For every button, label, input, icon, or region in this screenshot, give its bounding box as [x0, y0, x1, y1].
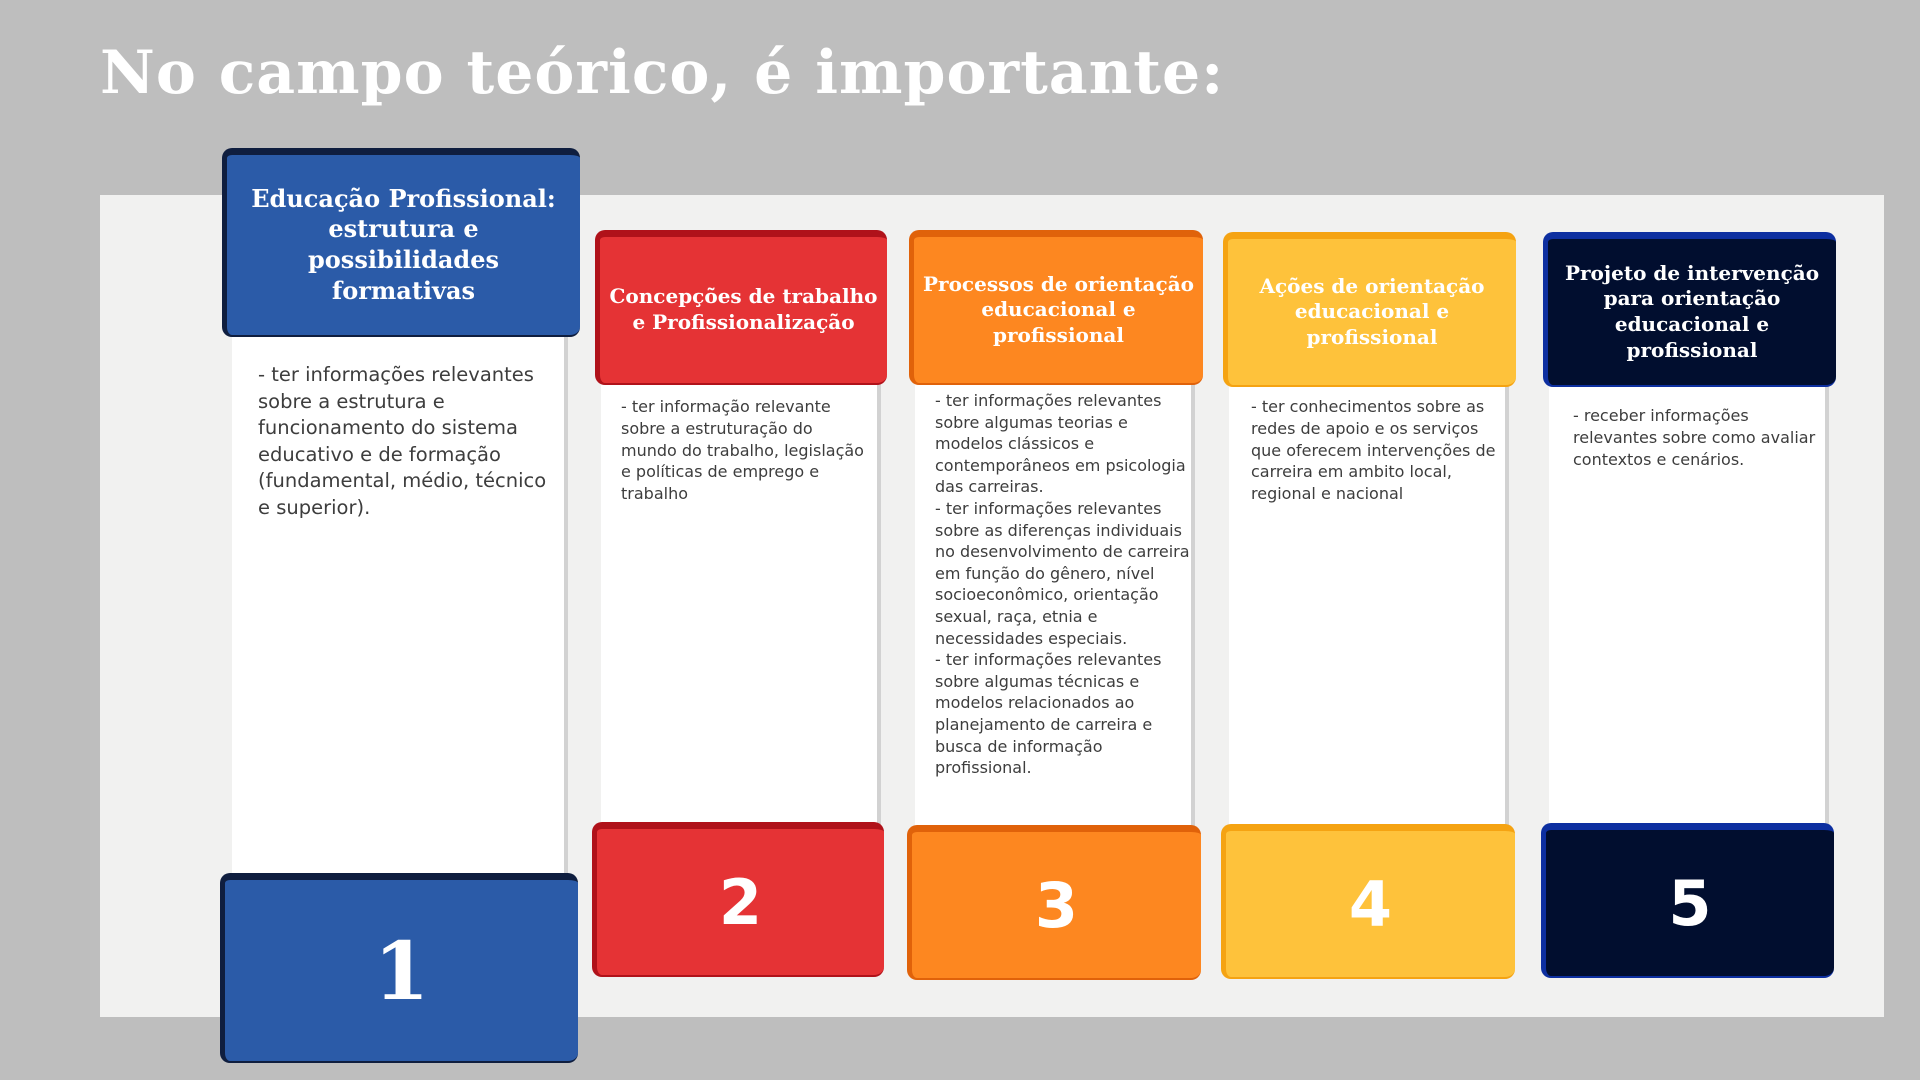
column-3-number: 3 [1034, 868, 1079, 942]
column-3-text: - ter informações relevantes sobre algumas teorias e modelos clássicos e contemporâneos em psicologia das carreiras. - ter informações relevantes sobre as diferenças individuais no desenvolvimento de carreira em função do gênero, nível socioeconômico, orientação sexual, raça, etnia e necessidades especiais. - ter informações relevantes sobre algumas técnicas e modelos relacionados ao planejamento de carreira e busca de informação profissional. [935, 391, 1190, 778]
column-3-number-badge [907, 825, 1201, 980]
column-4-number: 4 [1348, 867, 1393, 941]
page-title: No campo teórico, é importante: [100, 38, 1225, 108]
column-1-body [232, 330, 568, 890]
column-4-body [1229, 380, 1509, 830]
column-3-heading-text: Processos de orientação educacional e profissional [923, 271, 1194, 347]
column-4-heading-text: Ações de orientação educacional e profissional [1259, 273, 1485, 349]
column-1-heading [222, 148, 580, 337]
column-1-text: - ter informações relevantes sobre a estrutura e funcionamento do sistema educativo e de formação (fundamental, médio, técnico e superior). [258, 363, 547, 519]
column-3-body [915, 380, 1195, 830]
column-2-body [601, 380, 881, 830]
column-5-number: 5 [1668, 866, 1712, 940]
column-5-heading-text: Projeto de intervenção para orientação educacional e profissional [1564, 260, 1820, 362]
column-1-heading-text: Educação Profissional: estrutura e possibilidades formativas [251, 183, 556, 305]
column-1-number-badge [220, 873, 578, 1063]
column-3-heading [909, 230, 1203, 385]
column-2-text: - ter informação relevante sobre a estruturação do mundo do trabalho, legislação e políticas de emprego e trabalho [621, 397, 864, 504]
column-4-number-badge [1221, 824, 1515, 979]
column-1-number: 1 [373, 923, 430, 1018]
column-4-heading [1223, 232, 1516, 387]
column-5-heading [1543, 232, 1836, 387]
column-2-heading [595, 230, 887, 385]
column-2-number-badge [592, 822, 884, 977]
column-2-heading-text: Concepções de trabalho e Profissionalização [609, 284, 878, 334]
column-5-number-badge [1541, 823, 1834, 978]
column-5-text: - receber informações relevantes sobre como avaliar contextos e cenários. [1573, 406, 1816, 469]
column-5-body [1549, 380, 1829, 830]
column-2-number: 2 [718, 865, 763, 939]
column-4-text: - ter conhecimentos sobre as redes de apoio e os serviços que oferecem intervenções de carreira em ambito local, regional e nacional [1251, 397, 1496, 504]
